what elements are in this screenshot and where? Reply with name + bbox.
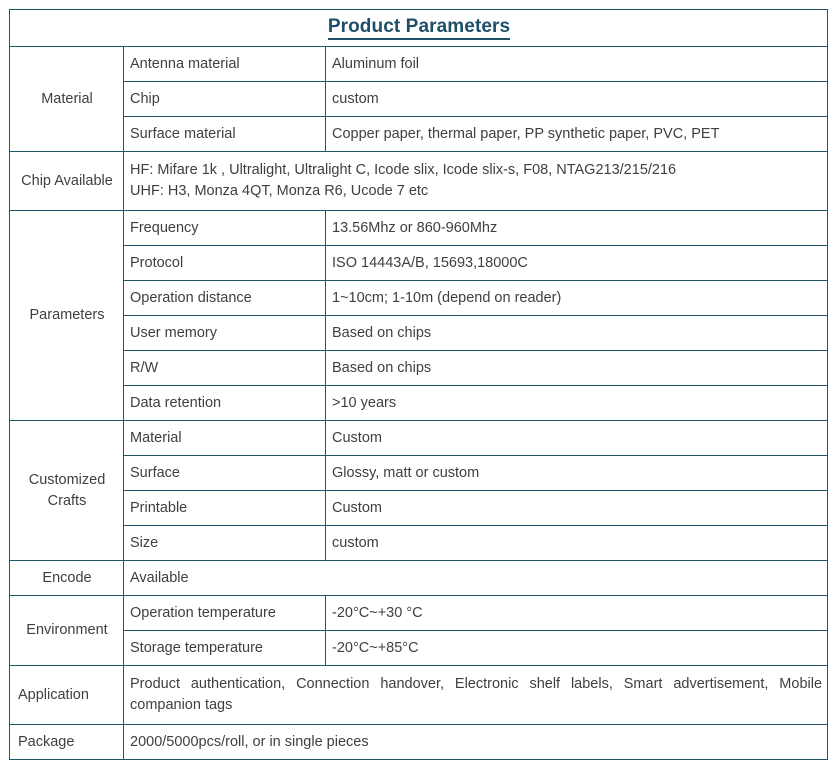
table-row xyxy=(10,82,828,117)
group-label-encode: Encode xyxy=(10,561,124,596)
chip-available-hf-line: HF: Mifare 1k , Ultralight, Ultralight C, Icode slix, Icode slix-s, F08, NTAG213/215/216 xyxy=(130,162,677,179)
key-craft-surface: Surface xyxy=(124,456,326,491)
value-package: 2000/5000pcs/roll, or in single pieces xyxy=(124,725,828,760)
value-rw: Based on chips xyxy=(326,351,828,386)
value-chip: custom xyxy=(326,82,828,117)
table-row xyxy=(10,47,828,82)
table-row xyxy=(10,725,828,760)
value-craft-printable: Custom xyxy=(326,491,828,526)
group-label-customized-crafts: Customized Crafts xyxy=(10,421,124,561)
value-surface-material: Copper paper, thermal paper, PP synthetic paper, PVC, PET xyxy=(326,117,828,152)
key-antenna-material: Antenna material xyxy=(124,47,326,82)
value-craft-material: Custom xyxy=(326,421,828,456)
key-frequency: Frequency xyxy=(124,211,326,246)
table-row xyxy=(10,491,828,526)
key-protocol: Protocol xyxy=(124,246,326,281)
group-label-package: Package xyxy=(10,725,124,760)
group-label-environment: Environment xyxy=(10,596,124,666)
title-cell xyxy=(10,10,828,47)
table-row xyxy=(10,351,828,386)
table-row xyxy=(10,281,828,316)
value-operation-distance: 1~10cm; 1-10m (depend on reader) xyxy=(326,281,828,316)
group-label-application: Application xyxy=(10,666,124,725)
value-user-memory: Based on chips xyxy=(326,316,828,351)
key-chip: Chip xyxy=(124,82,326,117)
value-encode: Available xyxy=(124,561,828,596)
key-craft-material: Material xyxy=(124,421,326,456)
value-chip-available xyxy=(124,152,828,211)
group-label-chip-available: Chip Available xyxy=(10,152,124,211)
group-label-parameters: Parameters xyxy=(10,211,124,421)
value-craft-surface: Glossy, matt or custom xyxy=(326,456,828,491)
table-row xyxy=(10,152,828,211)
value-protocol: ISO 14443A/B, 15693,18000C xyxy=(326,246,828,281)
value-data-retention: >10 years xyxy=(326,386,828,421)
value-craft-size: custom xyxy=(326,526,828,561)
group-label-material: Material xyxy=(10,47,124,152)
key-craft-printable: Printable xyxy=(124,491,326,526)
page-title: Product Parameters xyxy=(328,16,510,40)
table-row xyxy=(10,421,828,456)
value-antenna-material: Aluminum foil xyxy=(326,47,828,82)
table-row xyxy=(10,316,828,351)
table-row xyxy=(10,246,828,281)
table-row xyxy=(10,117,828,152)
chip-available-uhf-line: UHF: H3, Monza 4QT, Monza R6, Ucode 7 etc xyxy=(130,183,429,199)
table-title-row xyxy=(10,10,828,47)
table-row xyxy=(10,386,828,421)
key-rw: R/W xyxy=(124,351,326,386)
key-surface-material: Surface material xyxy=(124,117,326,152)
key-operation-distance: Operation distance xyxy=(124,281,326,316)
table-row xyxy=(10,526,828,561)
table-row xyxy=(10,631,828,666)
table-row xyxy=(10,561,828,596)
value-application: Product authentication, Connection handover, Electronic shelf labels, Smart advertisement, Mobile companion tags xyxy=(124,666,828,725)
value-operation-temperature: -20°C~+30 °C xyxy=(326,596,828,631)
key-data-retention: Data retention xyxy=(124,386,326,421)
key-operation-temperature: Operation temperature xyxy=(124,596,326,631)
key-craft-size: Size xyxy=(124,526,326,561)
table-row xyxy=(10,211,828,246)
key-storage-temperature: Storage temperature xyxy=(124,631,326,666)
value-frequency: 13.56Mhz or 860-960Mhz xyxy=(326,211,828,246)
table-row xyxy=(10,456,828,491)
key-user-memory: User memory xyxy=(124,316,326,351)
table-row xyxy=(10,596,828,631)
value-storage-temperature: -20°C~+85°C xyxy=(326,631,828,666)
product-parameters-table xyxy=(9,9,828,760)
table-row xyxy=(10,666,828,725)
